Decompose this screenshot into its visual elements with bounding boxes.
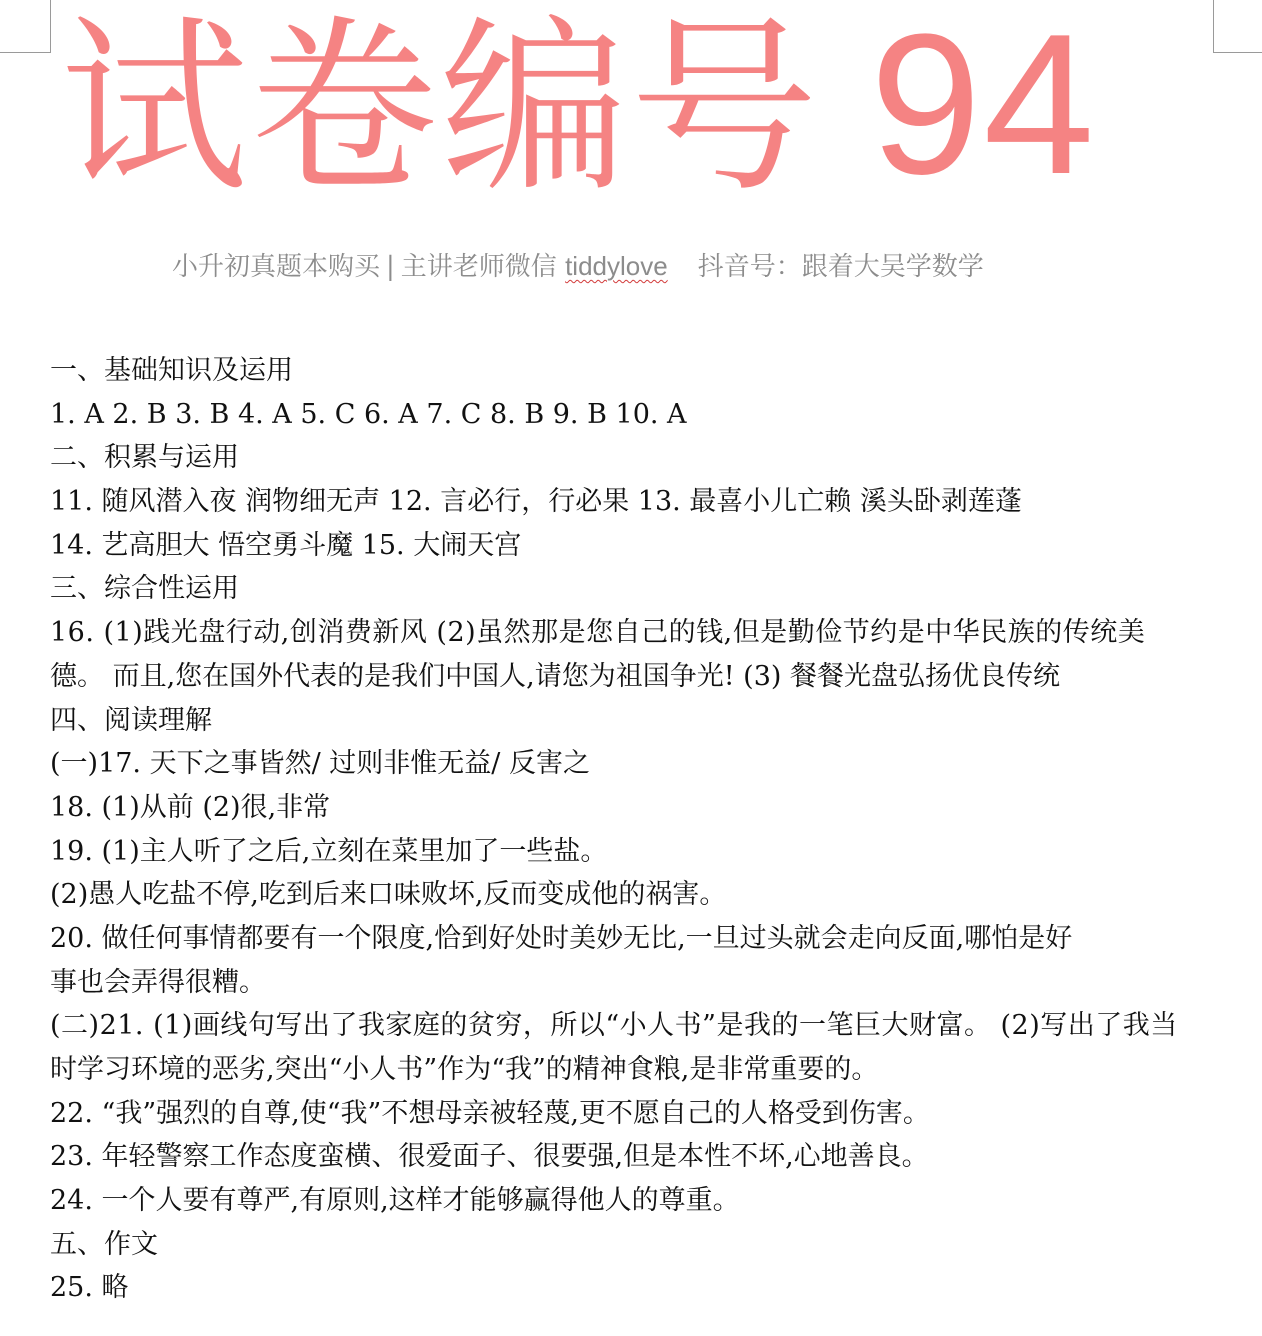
- answer-line-25: 25. 略: [50, 1272, 129, 1304]
- answer-line-1-10: 1. A 2. B 3. B 4. A 5. C 6. A 7. C 8. B 9. B 10. A: [50, 398, 687, 430]
- subtitle-separator: |: [386, 252, 395, 282]
- crop-mark-top-left: [0, 0, 51, 53]
- subtitle-teacher: 主讲老师微信: [400, 252, 557, 282]
- title-text: 试卷编号: [60, 0, 820, 218]
- answer-line-16a: 16. (1)践光盘行动,创消费新风 (2)虽然那是您自己的钱,但是勤俭节约是中华民族的传统美: [50, 617, 1146, 649]
- section-heading-1: 一、基础知识及运用: [50, 355, 293, 386]
- subtitle-purchase: 小升初真题本购买: [172, 252, 381, 282]
- wechat-id: tiddylove: [565, 251, 668, 281]
- section-heading-2: 二、积累与运用: [50, 442, 239, 474]
- answer-content: [50, 349, 1230, 1310]
- subtitle-douyin: 抖音号：跟着大吴学数学: [697, 252, 984, 282]
- answer-line-24: 24. 一个人要有尊严,有原则,这样才能够赢得他人的尊重。: [50, 1185, 740, 1217]
- answer-line-21b: 时学习环境的恶劣,突出“小人书”作为“我”的精神食粮,是非常重要的。: [50, 1054, 879, 1085]
- answer-line-20b: 事也会弄得很糟。: [50, 966, 266, 998]
- document-title: [60, 0, 1220, 234]
- section-heading-3: 三、综合性运用: [50, 573, 239, 605]
- answer-line-19b: (2)愚人吃盐不停,吃到后来口味败坏,反而变成他的祸害。: [50, 879, 727, 911]
- answer-line-22: 22. “我”强烈的自尊,使“我”不想母亲被轻蔑,更不愿自己的人格受到伤害。: [50, 1097, 930, 1129]
- title-number: 94: [870, 0, 1097, 216]
- answer-line-14-15: 14. 艺高胆大 悟空勇斗魔 15. 大闹天宫: [50, 529, 522, 561]
- answer-line-21a: (二)21. (1)画线句写出了我家庭的贫穷，所以“小人书”是我的一笔巨大财富。 (2)写出了我当: [50, 1010, 1178, 1042]
- answer-line-23: 23. 年轻警察工作态度蛮横、很爱面子、很要强,但是本性不坏,心地善良。: [50, 1141, 929, 1173]
- crop-mark-top-right: [1213, 0, 1262, 53]
- answer-line-11-13: 11. 随风潜入夜 润物细无声 12. 言必行，行必果 13. 最喜小儿亡赖 溪头卧剥莲蓬: [50, 486, 1022, 518]
- answer-line-16b: 德。 而且,您在国外代表的是我们中国人,请您为祖国争光! (3) 餐餐光盘弘扬优良传统: [50, 660, 1061, 692]
- section-heading-5: 五、作文: [50, 1228, 158, 1260]
- answer-line-17: (一)17. 天下之事皆然/ 过则非惟无益/ 反害之: [50, 748, 590, 780]
- answer-line-19a: 19. (1)主人听了之后,立刻在菜里加了一些盐。: [50, 835, 608, 867]
- section-heading-4: 四、阅读理解: [50, 704, 212, 736]
- answer-line-20a: 20. 做任何事情都要有一个限度,恰到好处时美妙无比,一旦过头就会走向反面,哪怕是好: [50, 922, 1073, 954]
- subtitle-bar: [172, 247, 984, 286]
- answer-line-18: 18. (1)从前 (2)很,非常: [50, 791, 331, 823]
